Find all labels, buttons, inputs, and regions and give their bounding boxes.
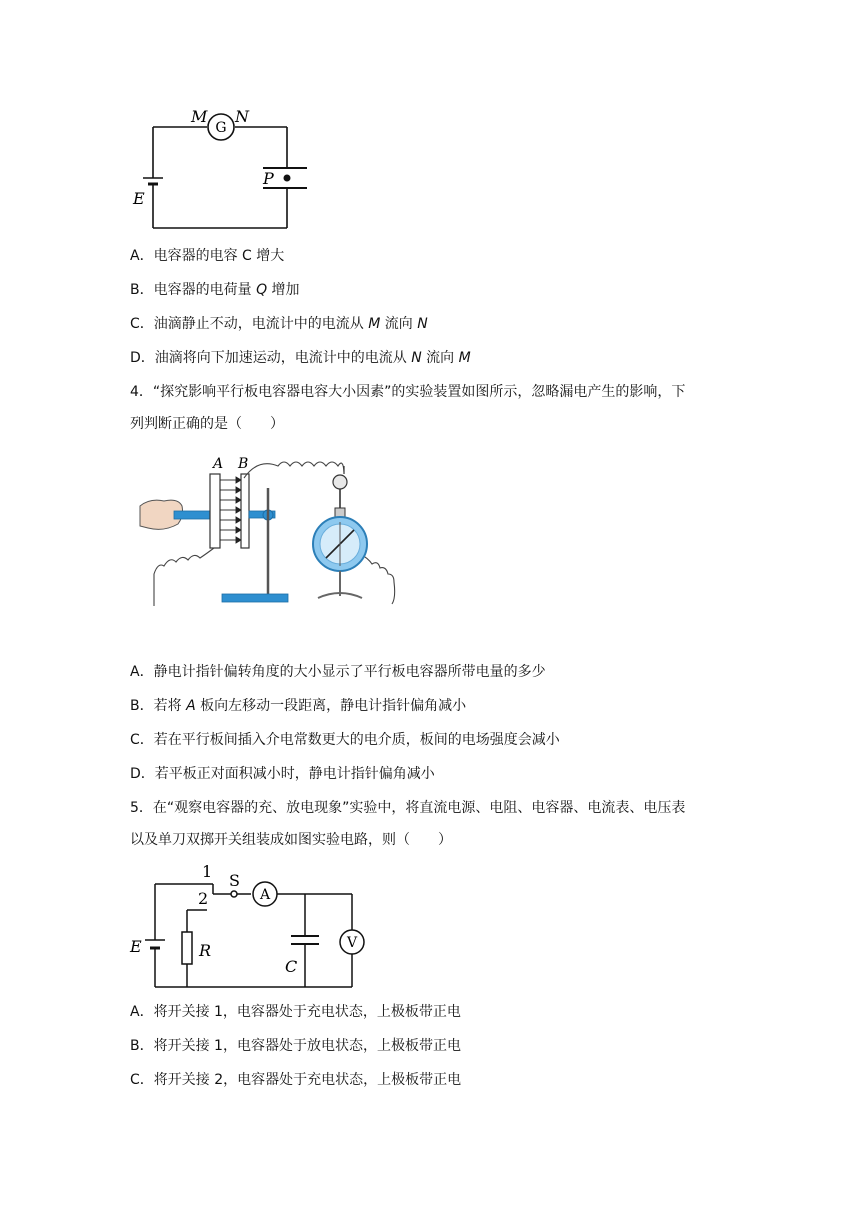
q5-option-b: B．将开关接 1，电容器处于放电状态，上极板带正电 bbox=[130, 1038, 461, 1054]
voltmeter-label: V bbox=[346, 935, 358, 951]
coiled-wire-left bbox=[154, 548, 214, 606]
label-r: R bbox=[199, 941, 212, 960]
q5-stem-line1: 5．在“观察电容器的充、放电现象”实验中，将直流电源、电阻、电容器、电流表、电压表 bbox=[130, 800, 686, 816]
q4-stem-line1: 4．“探究影响平行板电容器电容大小因素”的实验装置如图所示，忽略漏电产生的影响，下 bbox=[130, 384, 686, 400]
plate-b bbox=[241, 474, 249, 548]
q4-option-c: C．若在平行板间插入介电常数更大的电介质，板间的电场强度会减小 bbox=[130, 732, 560, 748]
coiled-wire-right bbox=[360, 554, 395, 604]
q5-circuit-diagram bbox=[125, 860, 365, 995]
switch-s-label: S bbox=[229, 871, 240, 890]
label-n: N bbox=[235, 107, 249, 126]
stand-base bbox=[222, 594, 288, 602]
q5-option-c: C．将开关接 2，电容器处于充电状态，上极板带正电 bbox=[130, 1072, 462, 1088]
label-e: E bbox=[130, 937, 142, 956]
q4-option-d: D．若平板正对面积减小时，静电计指针偏角减小 bbox=[130, 766, 435, 782]
q3-circuit-diagram bbox=[125, 100, 325, 230]
label-e: E bbox=[133, 189, 145, 208]
galvanometer-label: G bbox=[215, 120, 227, 136]
label-plate-a: A bbox=[213, 456, 224, 472]
q3-option-d: D．油滴将向下加速运动，电流计中的电流从 N 流向 M bbox=[130, 350, 471, 366]
q4-option-a: A．静电计指针偏转角度的大小显示了平行板电容器所带电量的多少 bbox=[130, 664, 546, 680]
q4-option-b: B．若将 A 板向左移动一段距离，静电计指针偏角减小 bbox=[130, 698, 467, 714]
ammeter-label: A bbox=[259, 887, 271, 903]
q4-apparatus-figure bbox=[138, 448, 408, 613]
label-c: C bbox=[285, 957, 298, 976]
q5-option-a: A．将开关接 1，电容器处于充电状态，上极板带正电 bbox=[130, 1004, 461, 1020]
q3-option-b: B．电容器的电荷量 Q 增加 bbox=[130, 282, 300, 298]
plate-a bbox=[210, 474, 220, 548]
coiled-wire-top bbox=[244, 462, 344, 478]
q3-option-c: C．油滴静止不动，电流计中的电流从 M 流向 N bbox=[130, 316, 428, 332]
terminal-1-label: 1 bbox=[202, 862, 213, 881]
electrometer-knob bbox=[333, 475, 347, 489]
oil-drop-dot bbox=[284, 175, 291, 182]
q5-stem-line2: 以及单刀双掷开关组装成如图实验电路，则（ ） bbox=[130, 832, 452, 848]
label-m: M bbox=[191, 107, 208, 126]
label-p: P bbox=[263, 169, 274, 188]
q4-stem-line2: 列判断正确的是（ ） bbox=[130, 416, 284, 432]
terminal-2-label: 2 bbox=[198, 889, 209, 908]
label-plate-b: B bbox=[238, 456, 249, 472]
q3-option-a: A．电容器的电容 C 增大 bbox=[130, 248, 285, 264]
